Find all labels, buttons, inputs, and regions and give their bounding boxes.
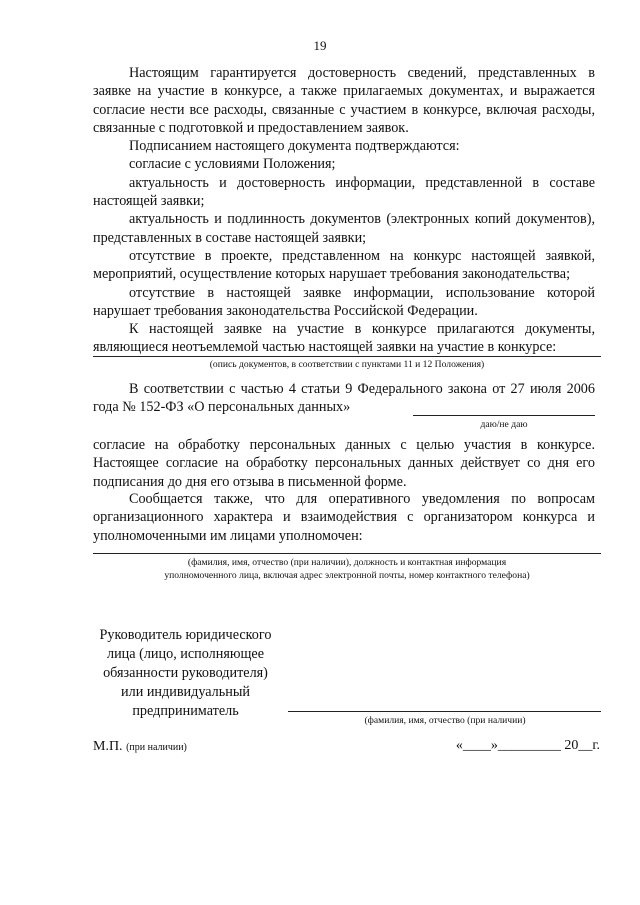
caption-consent: даю/не даю	[480, 419, 528, 430]
date-field: «____»_________ 20__г.	[455, 738, 600, 753]
paragraph-conditions: согласие с условиями Положения;	[129, 156, 336, 173]
signatory-line3: обязанности руководителя)	[103, 665, 268, 681]
paragraph-no-illegal-info: отсутствие в настоящей заявке информации, использование которой нарушает требования законодательства Российской Федерации.	[93, 284, 595, 319]
signatory-line4: или индивидуальный	[121, 684, 250, 700]
paragraph-confirmations-intro: Подписанием настоящего документа подтверждаются:	[129, 138, 460, 155]
paragraph-authenticity-docs: актуальность и подлинность документов (электронных копий документов), представленных в составе настоящей заявки;	[93, 211, 595, 246]
caption-contact	[93, 556, 601, 582]
signatory-line5: предприниматель	[132, 703, 239, 719]
caption-contact-line1: (фамилия, имя, отчество (при наличии), должность и контактная информация	[187, 557, 507, 568]
paragraph-no-violations: отсутствие в проекте, представленном на конкурс настоящей заявкой, мероприятий, осуществление которых нарушает требования законодательства;	[93, 247, 595, 283]
consent-intro-block	[93, 380, 595, 417]
contact-section	[93, 490, 595, 545]
paragraph-attached-docs: К настоящей заявке на участие в конкурсе прилагаются документы, являющиеся неотъемлемой частью настоящей заявки на участие в конкурсе:	[93, 321, 595, 356]
consent-section	[93, 436, 595, 491]
page-number: 19	[313, 38, 327, 53]
caption-contact-line2: уполномоченного лица, включая адрес электронной почты, номер контактного телефона)	[164, 570, 530, 581]
paragraph-actuality-info: актуальность и достоверность информации, представленной в составе настоящей заявки;	[93, 174, 595, 210]
consent-fill-line	[413, 415, 595, 416]
signatory-fill-line	[288, 711, 601, 712]
paragraph-contact: Сообщается также, что для оперативного уведомления по вопросам организационного характера и взаимодействия с организатором конкурса и уполномоченными им лицами уполномочен:	[93, 491, 595, 544]
paragraph-guarantee: Настоящим гарантируется достоверность сведений, представленных в заявке на участие в конкурсе, а также прилагаемых документах, и выражается согласие нести все расходы, связанные с участием в конкурсе, включая расходы, связанные с подготовкой и предоставлением заявок.	[93, 65, 595, 136]
documents-fill-line	[93, 356, 601, 357]
stamp-label: М.П.	[93, 739, 123, 754]
caption-signatory: (фамилия, имя, отчество (при наличии)	[364, 715, 526, 726]
signatory-line2: лица (лицо, исполняющее	[107, 646, 264, 662]
stamp-block	[93, 739, 187, 755]
stamp-note: (при наличии)	[126, 742, 187, 753]
signatory-line1: Руководитель юридического	[99, 627, 272, 643]
paragraph-consent: согласие на обработку персональных данных с целью участия в конкурсе. Настоящее согласие на обработку персональных данных действует со дня его подписания до дня его отзыва в письменной форме.	[93, 437, 595, 490]
caption-documents: (опись документов, в соответствии с пунктами 11 и 12 Положения)	[209, 359, 485, 370]
signatory-label	[88, 626, 283, 721]
contact-fill-line	[93, 553, 601, 554]
paragraph-consent-intro: В соответствии с частью 4 статьи 9 Федерального закона от 27 июля 2006 года № 152-ФЗ «О персональных данных»	[93, 381, 595, 416]
guarantee-section	[93, 64, 595, 357]
